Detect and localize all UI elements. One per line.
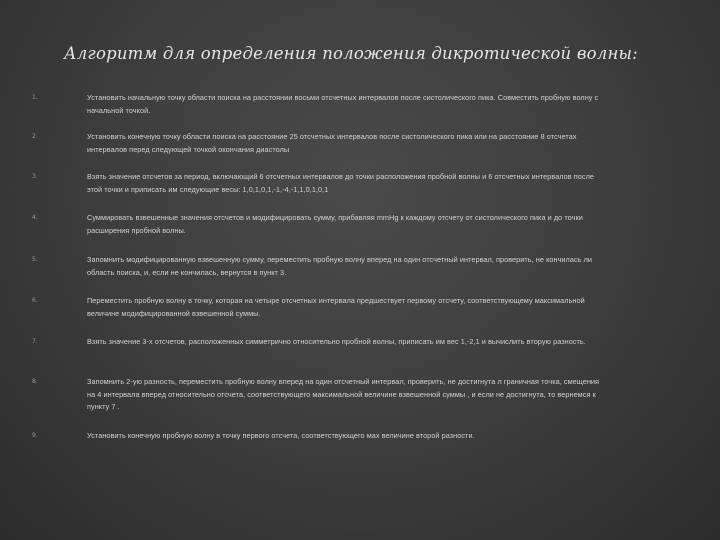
- step-number: 6.: [32, 297, 38, 304]
- step-text: Суммировать взвешенные значения отсчетов и модифицировать сумму, прибавляя mmHg к каждому отсчету от систолического пика и до точки расширения пробной волны.: [87, 213, 583, 235]
- step-text: Взять значение 3-х отсчетов, расположенных симметрично относительно пробной волны, приписать им вес 1,-2,1 и вычислить вторую разность.: [87, 337, 586, 346]
- step-number: 4.: [32, 214, 38, 221]
- slide-title: Алгоритм для определения положения дикротической волны:: [64, 44, 638, 63]
- step-number: 1.: [32, 94, 38, 101]
- step-text: Взять значение отсчетов за период, включающий 6 отсчетных интервалов до точки расположения пробной волны и 6 отсчетных интервалов после этой точки и приписать им следующие весы: 1,0,1,0,1,-1,-4,-1,1,0,1,0,1: [87, 172, 595, 194]
- step-text: Запомнить 2-ую разность, переместить пробную волну вперед на один отсчетный интервал, проверить, не достигнута л граничная точка, смещения на 4 интервала вперед относительно отсчета, соответствующего максимальной величине взвешенной суммы , и если не достигнута, то вернемся к пункту 7 .: [87, 377, 600, 412]
- step-text: Установить конечную точку области поиска на расстояние 25 отсчетных интервалов после систолического пика или на расстояние 8 отсчетах интервалов перед следующей точкой окончания диастолы: [87, 132, 577, 154]
- step-number: 3.: [32, 173, 38, 180]
- step-number: 5.: [32, 256, 38, 263]
- step-number: 8.: [32, 378, 38, 385]
- step-number: 2.: [32, 133, 38, 140]
- step-text: Установить конечную пробную волну в точку первого отсчета, соответствующего мах величине второй разности.: [87, 431, 475, 440]
- step-text: Запомнить модифицированную взвешенную сумму, переместить пробную волну вперед на один отсчетный интервал, проверить, не кончилась ли область поиска, и, если не кончилась, вернутся в пункт 3.: [87, 255, 593, 277]
- step-text: Установить начальную точку области поиска на расстоянии восьми отсчетных интервалов после систолического пика. Совместить пробную волну с начальной точкой.: [87, 93, 599, 115]
- step-number: 9.: [32, 432, 38, 439]
- step-number: 7.: [32, 338, 38, 345]
- step-text: Переместить пробную волну в точку, которая на четыре отсчетных интервала предшествует первому отсчету, соответствующему максимальной величине модифицированной взвешенной суммы.: [87, 296, 585, 318]
